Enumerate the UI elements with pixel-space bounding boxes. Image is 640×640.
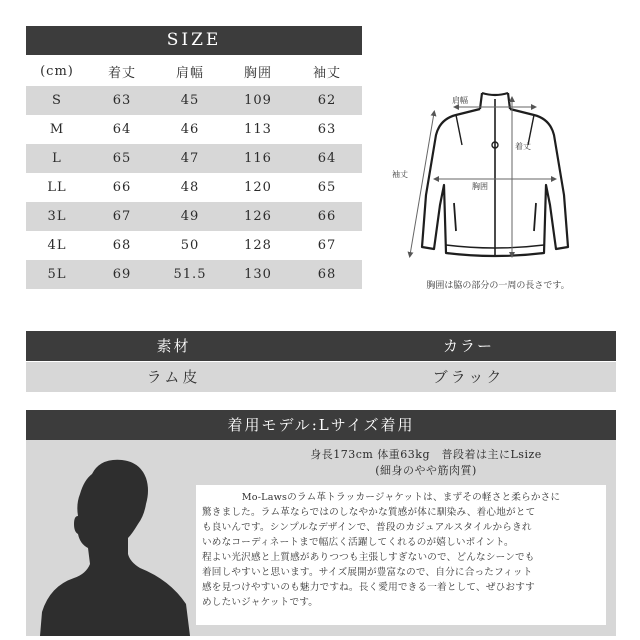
size-label: 5L bbox=[26, 260, 88, 289]
material-value-row bbox=[26, 362, 616, 392]
table-cell: 67 bbox=[317, 238, 337, 253]
header-chest: 胸囲 bbox=[243, 66, 272, 81]
model-build: (細身のやや筋肉質) bbox=[375, 464, 477, 477]
header-length: 着丈 bbox=[107, 66, 136, 81]
header-unit: (cm) bbox=[40, 64, 74, 79]
table-cell: 69 bbox=[88, 260, 156, 289]
color-label: カラー bbox=[442, 337, 494, 355]
table-cell: 113 bbox=[244, 122, 272, 137]
model-review-text bbox=[196, 485, 606, 625]
review-line: いめなコーディネートまで幅広く活躍してくれるのが嬉しいポイント。 bbox=[202, 537, 514, 548]
header-shoulder: 肩幅 bbox=[175, 66, 204, 81]
table-cell: 116 bbox=[224, 144, 292, 173]
model-section-title: 着用モデル:Lサイズ着用 bbox=[26, 410, 616, 440]
size-label: LL bbox=[47, 180, 67, 195]
size-chart-title: SIZE bbox=[26, 26, 362, 55]
label-chest: 胸囲 bbox=[472, 182, 488, 191]
table-cell: 63 bbox=[317, 122, 337, 137]
table-cell: 66 bbox=[112, 180, 132, 195]
material-header-bar bbox=[26, 331, 616, 361]
jacket-outline bbox=[422, 93, 568, 256]
table-cell: 130 bbox=[224, 260, 292, 289]
table-row bbox=[26, 260, 362, 289]
model-stats: 身長173cm 体重63kg 普段着は主にLsize bbox=[310, 448, 542, 461]
label-shoulder: 肩幅 bbox=[452, 96, 468, 105]
jacket-measurement-diagram bbox=[390, 85, 600, 275]
table-cell: 66 bbox=[292, 202, 362, 231]
table-cell: 68 bbox=[292, 260, 362, 289]
size-label: L bbox=[26, 144, 88, 173]
size-label: M bbox=[49, 122, 65, 137]
table-cell: 64 bbox=[112, 122, 132, 137]
review-line: 着回しやすいと思います。サイズ展開が豊富なので、自分に合ったフィット bbox=[202, 567, 533, 578]
table-cell: 109 bbox=[224, 86, 292, 115]
table-cell: 46 bbox=[180, 122, 200, 137]
color-value: ブラック bbox=[432, 368, 505, 386]
table-cell: 47 bbox=[156, 144, 224, 173]
material-value: ラム皮 bbox=[146, 368, 201, 386]
table-row bbox=[26, 202, 362, 231]
label-sleeve: 袖丈 bbox=[392, 170, 408, 179]
size-label: 4L bbox=[47, 238, 67, 253]
table-cell: 64 bbox=[292, 144, 362, 173]
table-cell: 128 bbox=[244, 238, 272, 253]
size-label: S bbox=[26, 86, 88, 115]
size-chart-table bbox=[26, 57, 362, 289]
review-line: めしたいジャケットです。 bbox=[202, 597, 319, 608]
table-cell: 50 bbox=[180, 238, 200, 253]
table-cell: 120 bbox=[244, 180, 272, 195]
table-row bbox=[26, 144, 362, 173]
table-row bbox=[26, 231, 362, 260]
table-cell: 68 bbox=[112, 238, 132, 253]
table-cell: 67 bbox=[88, 202, 156, 231]
table-cell: 45 bbox=[156, 86, 224, 115]
table-cell: 65 bbox=[317, 180, 337, 195]
table-cell: 126 bbox=[224, 202, 292, 231]
table-row bbox=[26, 173, 362, 202]
model-section bbox=[26, 440, 616, 636]
table-cell: 51.5 bbox=[156, 260, 224, 289]
review-line: Mo-Lawsのラム革トラッカージャケットは、まずその軽さと柔らかさに bbox=[241, 492, 561, 503]
chest-measurement-note: 胸囲は脇の部分の一周の長さです。 bbox=[426, 281, 570, 291]
size-label: 3L bbox=[26, 202, 88, 231]
header-sleeve: 袖丈 bbox=[312, 66, 341, 81]
table-cell: 63 bbox=[88, 86, 156, 115]
label-length: 着丈 bbox=[515, 142, 531, 151]
review-line: 程よい光沢感と上質感がありつつも主張しすぎないので、どんなシーンでも bbox=[202, 552, 535, 563]
table-cell: 62 bbox=[292, 86, 362, 115]
table-row bbox=[26, 86, 362, 115]
size-chart-header-row bbox=[26, 57, 362, 86]
table-cell: 49 bbox=[156, 202, 224, 231]
review-line: 感を見つけやすいのも魅力ですね。長く愛用できる一着として、ぜひおすす bbox=[202, 582, 535, 593]
table-cell: 65 bbox=[88, 144, 156, 173]
table-row bbox=[26, 115, 362, 144]
review-line: 驚きました。ラム革ならではのしなやかな質感が体に馴染み、着心地がとて bbox=[202, 507, 536, 518]
model-silhouette-icon bbox=[40, 454, 190, 636]
material-label: 素材 bbox=[156, 337, 191, 355]
review-line: も良いんです。シンプルなデザインで、普段のカジュアルスタイルからきれ bbox=[202, 522, 532, 533]
table-cell: 48 bbox=[180, 180, 200, 195]
